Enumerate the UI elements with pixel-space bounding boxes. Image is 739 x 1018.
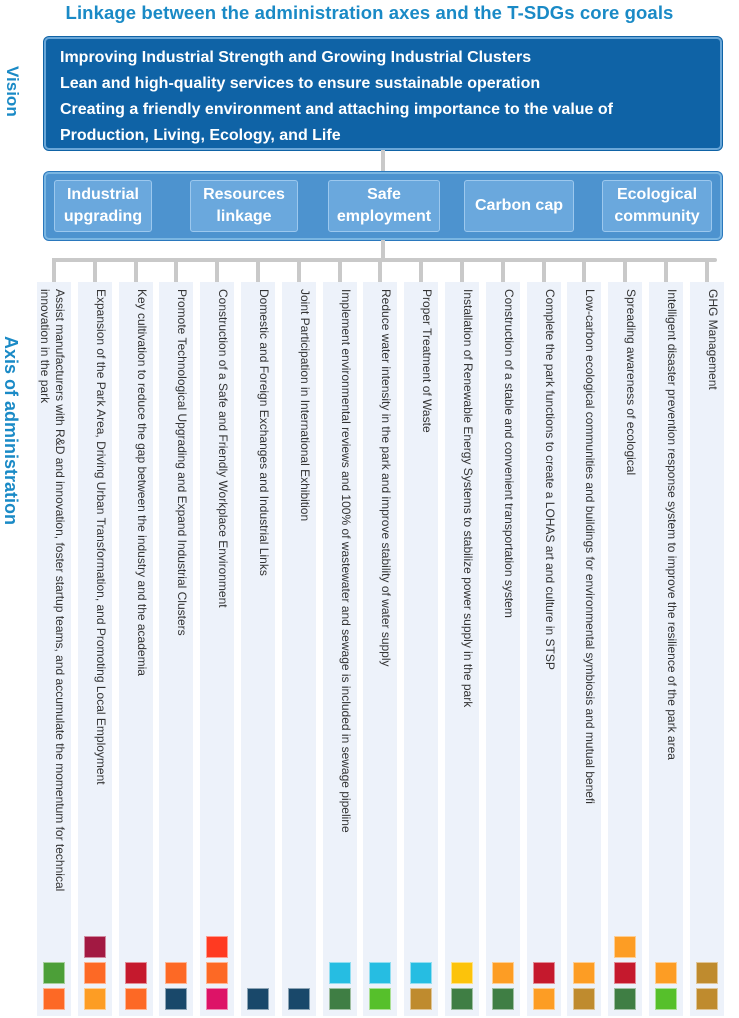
initiative-column (37, 282, 71, 1016)
initiative-text: Complete the park functions to create a LOHAS art and culture in STSP (543, 289, 557, 670)
sdg-goal-icon (165, 962, 187, 984)
axis-resources-linkage: Resources linkage (190, 180, 298, 232)
initiative-text: Expansion of the Park Area, Driving Urban Transformation, and Promoting Local Employment (94, 289, 108, 785)
initiative-text: GHG Management (706, 289, 720, 390)
sdg-goal-icon (533, 962, 555, 984)
initiative-column (567, 282, 601, 1016)
sdg-goal-icon (573, 962, 595, 984)
sdg-goal-icon (125, 962, 147, 984)
sdg-goal-icon (696, 962, 718, 984)
sdg-goal-icon (43, 962, 65, 984)
column-connector (582, 258, 586, 282)
initiative-column (404, 282, 438, 1016)
column-connector (419, 258, 423, 282)
initiative-text: Spreading awareness of ecological (624, 289, 638, 476)
column-connector (460, 258, 464, 282)
initiative-column (241, 282, 275, 1016)
initiative-column (649, 282, 683, 1016)
initiative-column (282, 282, 316, 1016)
column-connector (134, 258, 138, 282)
sdg-goal-icon (492, 962, 514, 984)
sdg-goal-icon (410, 962, 432, 984)
column-connector (297, 258, 301, 282)
axis-ecological-community: Ecological community (602, 180, 712, 232)
initiative-text: Domestic and Foreign Exchanges and Industrial Links (257, 289, 271, 576)
initiative-text: Low-carbon ecological communities and buildings for environmental symbiosis and mutual benefi (583, 289, 597, 804)
sdg-goal-icon (614, 988, 636, 1010)
initiative-column (119, 282, 153, 1016)
initiative-column (200, 282, 234, 1016)
column-connector (256, 258, 260, 282)
initiative-text: Installation of Renewable Energy Systems to stabilize power supply in the park (461, 289, 475, 708)
initiative-text: Construction of a stable and convenient transportation system (502, 289, 516, 618)
axis-connector (381, 240, 385, 260)
sdg-goal-icon (369, 988, 391, 1010)
sdg-goal-icon (410, 988, 432, 1010)
axis-safe-employment: Safe employment (328, 180, 440, 232)
diagram-title: Linkage between the administration axes and the T-SDGs core goals (65, 2, 674, 23)
sdg-goal-icon (614, 962, 636, 984)
sdg-goal-icon (206, 988, 228, 1010)
branch-line (52, 258, 717, 262)
sdg-goal-icon (655, 988, 677, 1010)
vision-line-3: Creating a friendly environment and attaching importance to the value of (60, 101, 613, 118)
sdg-goal-icon (329, 988, 351, 1010)
axis-industrial-upgrading: Industrial upgrading (54, 180, 152, 232)
initiative-text: Key cultivation to reduce the gap between the industry and the academia (135, 289, 149, 676)
column-connector (52, 258, 56, 282)
sdg-goal-icon (696, 988, 718, 1010)
sdg-goal-icon (206, 962, 228, 984)
initiative-text: Proper Treatment of Waste (420, 289, 434, 433)
initiative-column (486, 282, 520, 1016)
sdg-goal-icon (451, 988, 473, 1010)
vision-box (44, 37, 722, 150)
initiative-text: Intelligent disaster prevention response system to improve the resilience of the park area (665, 289, 679, 760)
sdg-goal-icon (165, 988, 187, 1010)
vision-connector (381, 150, 385, 172)
initiative-text: Implement environmental reviews and 100% of wastewater and sewage is included in sewage pipeline (339, 289, 353, 833)
vision-line-2: Lean and high-quality services to ensure sustainable operation (60, 75, 541, 92)
column-connector (664, 258, 668, 282)
initiative-column (78, 282, 112, 1016)
initiative-text: Construction of a Safe and Friendly Workplace Environment (216, 289, 230, 608)
sdg-goal-icon (533, 988, 555, 1010)
initiative-column (527, 282, 561, 1016)
initiative-column (445, 282, 479, 1016)
sdg-goal-icon (43, 988, 65, 1010)
axis-bar (44, 172, 722, 240)
column-connector (501, 258, 505, 282)
sdg-goal-icon (492, 988, 514, 1010)
sdg-goal-icon (206, 936, 228, 958)
sdg-goal-icon (614, 936, 636, 958)
initiative-text: Joint Participation in International Exhibition (298, 289, 312, 522)
vision-line-1: Improving Industrial Strength and Growing Industrial Clusters (60, 49, 532, 66)
sdg-goal-icon (84, 962, 106, 984)
initiative-column (690, 282, 724, 1016)
initiative-column (323, 282, 357, 1016)
sdg-goal-icon (84, 936, 106, 958)
sdg-goal-icon (655, 962, 677, 984)
initiative-text: Reduce water intensity in the park and improve stability of water supply (379, 289, 393, 667)
column-connector (705, 258, 709, 282)
sdg-goal-icon (125, 988, 147, 1010)
sdg-goal-icon (573, 988, 595, 1010)
sdg-goal-icon (84, 988, 106, 1010)
axis-carbon-cap: Carbon cap (464, 180, 574, 232)
sdg-goal-icon (369, 962, 391, 984)
column-connector (338, 258, 342, 282)
initiative-text: Promote Technological Upgrading and Expand Industrial Clusters (175, 289, 189, 636)
sdg-goal-icon (451, 962, 473, 984)
initiative-column (608, 282, 642, 1016)
column-connector (215, 258, 219, 282)
sdg-goal-icon (288, 988, 310, 1010)
vision-side-label: Vision (3, 66, 22, 117)
sdg-goal-icon (329, 962, 351, 984)
initiative-column (363, 282, 397, 1016)
column-connector (542, 258, 546, 282)
vision-line-4: Production, Living, Ecology, and Life (60, 127, 341, 144)
column-connector (623, 258, 627, 282)
axis-side-label: Axis of administration (1, 336, 21, 526)
initiative-column (159, 282, 193, 1016)
initiative-text: Assist manufacturers with R&D and innovation, foster startup teams, and accumulate the momentum for technical innovation in the park (38, 289, 67, 892)
column-connector (174, 258, 178, 282)
column-connector (378, 258, 382, 282)
sdg-goal-icon (247, 988, 269, 1010)
column-connector (93, 258, 97, 282)
